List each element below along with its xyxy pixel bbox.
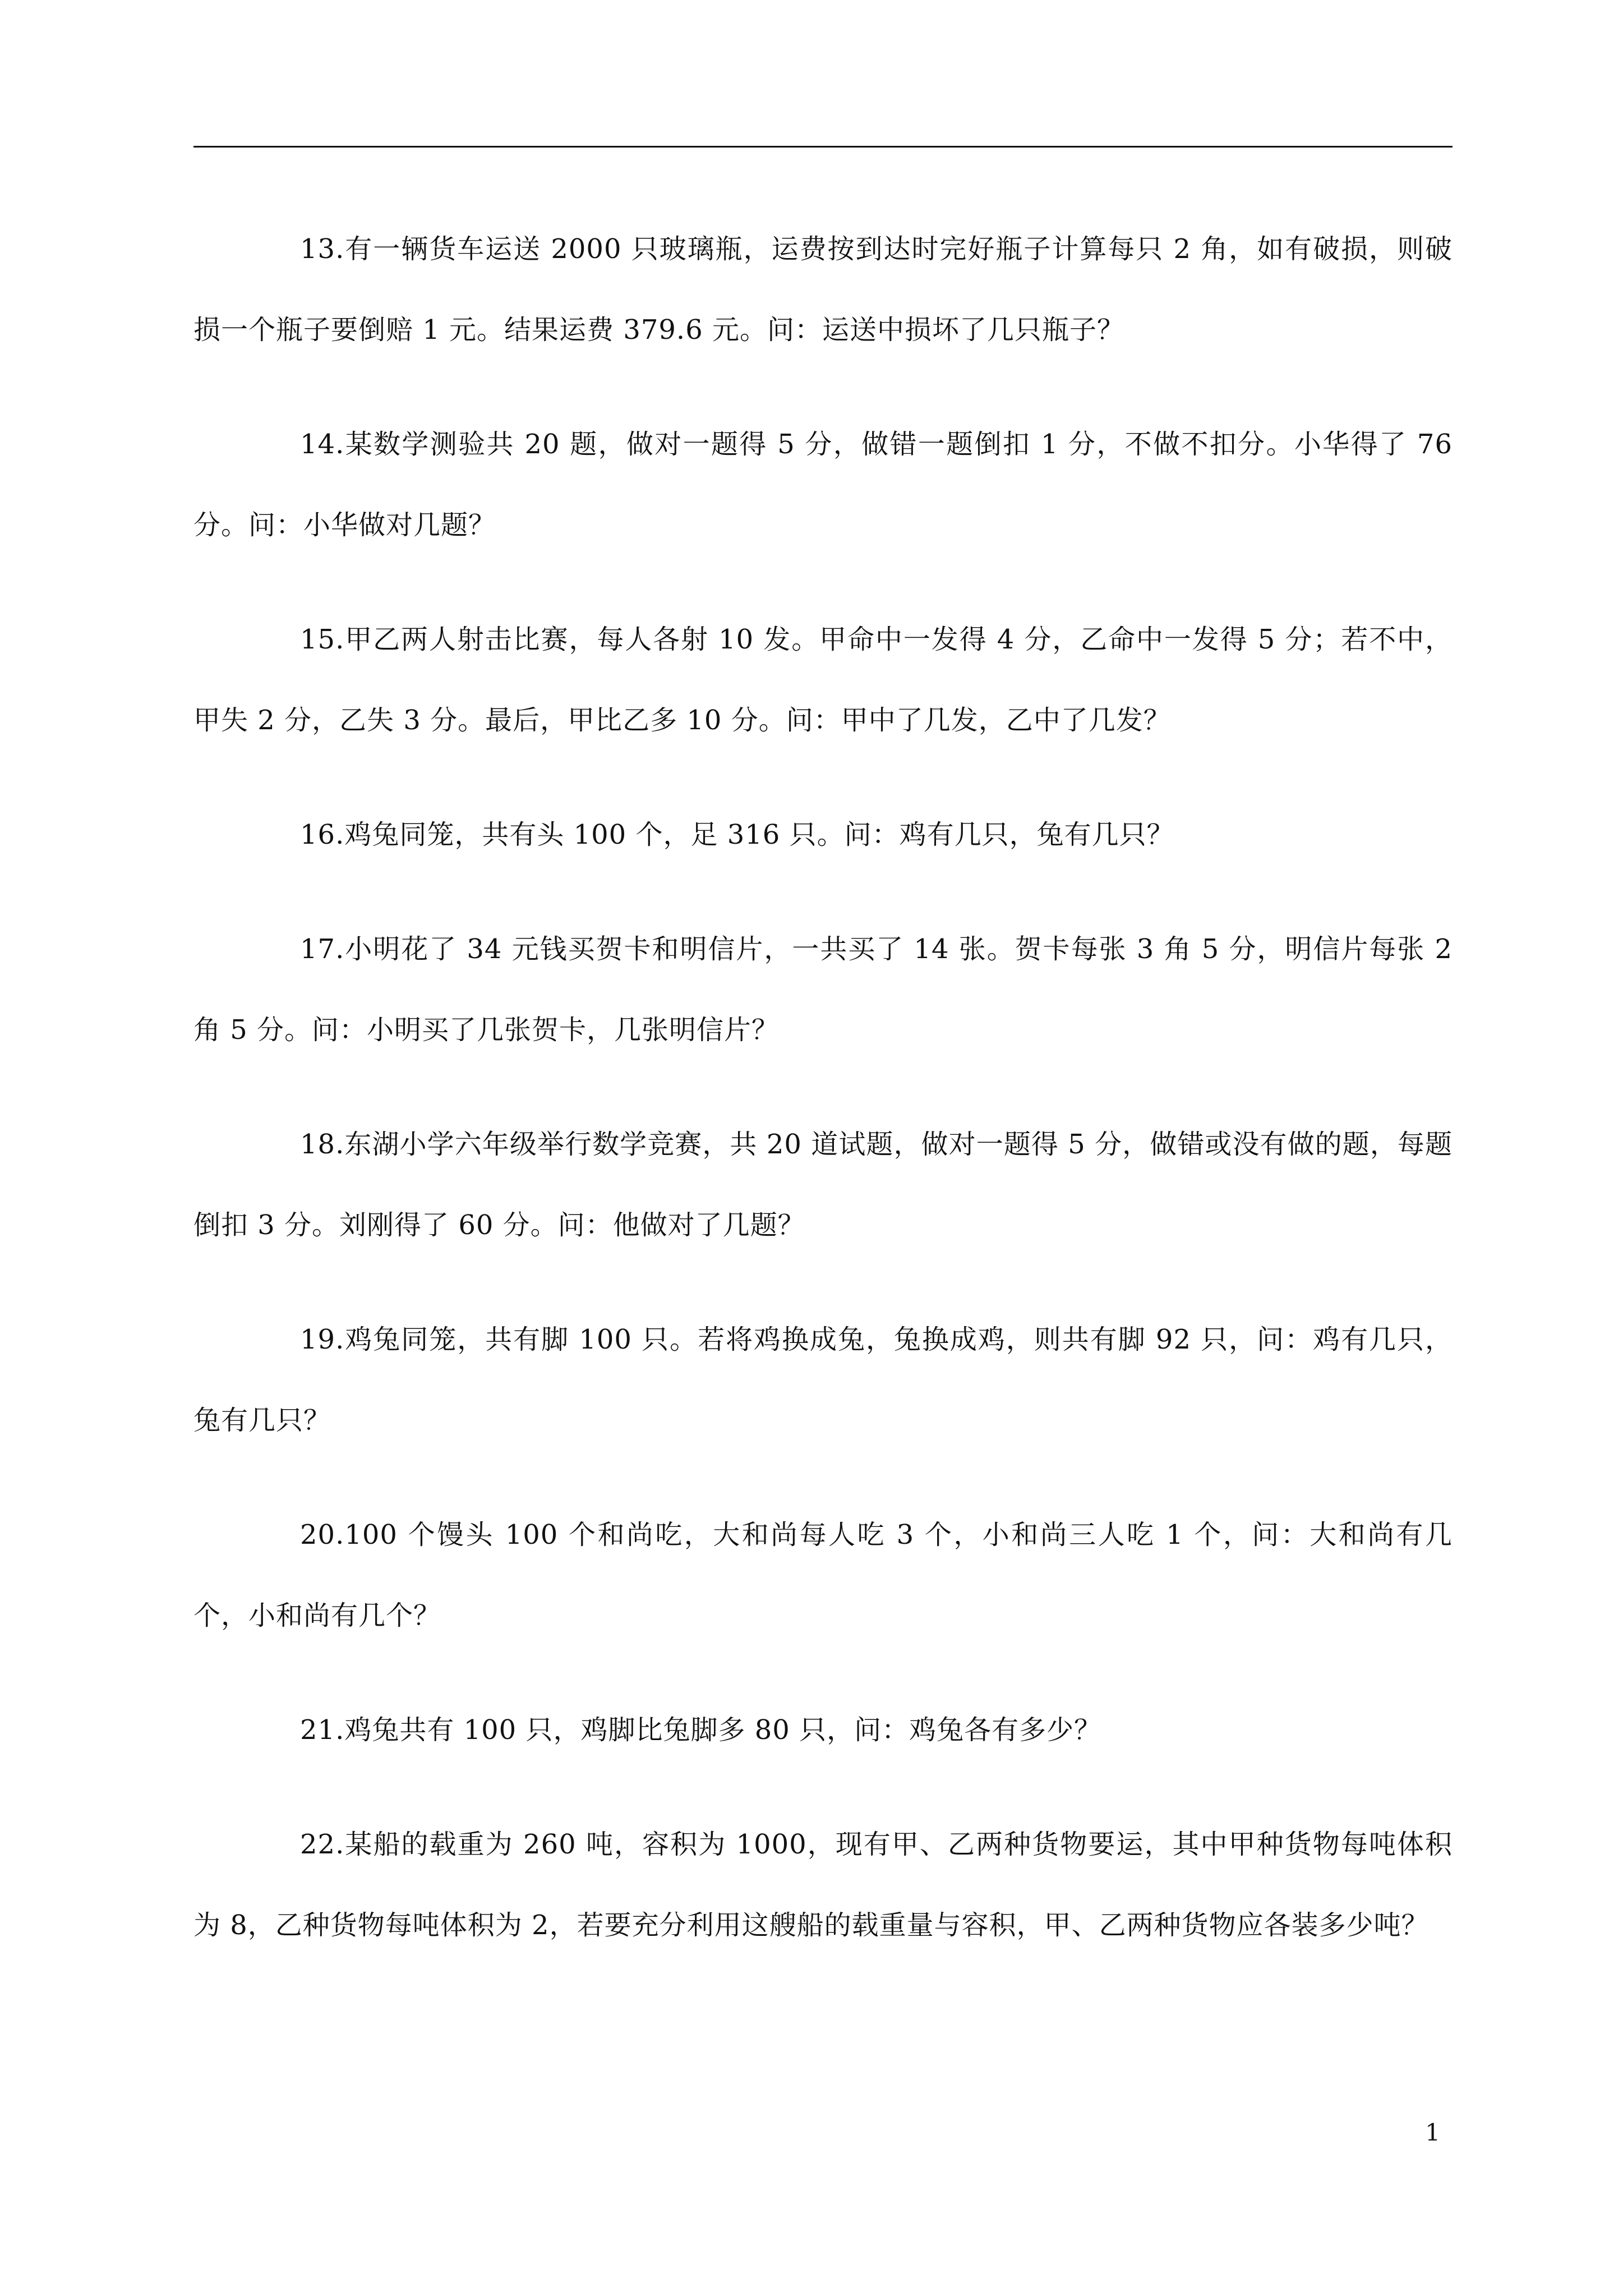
question-21: 21.鸡兔共有 100 只，鸡脚比兔脚多 80 只，问：鸡兔各有多少？ (300, 1714, 1102, 1746)
question-14: 14.某数学测验共 20 题，做对一题得 5 分，做错一题倒扣 1 分，不做不扣分。小华得了 76 分。问：小华做对几题？ (193, 429, 1453, 541)
page-number: 1 (1425, 2119, 1440, 2146)
question-20: 20.100 个馒头 100 个和尚吃，大和尚每人吃 3 个，小和尚三人吃 1 个，问：大和尚有几个，小和尚有几个？ (193, 1519, 1453, 1631)
question-17: 17.小明花了 34 元钱买贺卡和明信片，一共买了 14 张。贺卡每张 3 角 5 分，明信片每张 2 角 5 分。问：小明买了几张贺卡，几张明信片？ (193, 933, 1453, 1046)
question-15: 15.甲乙两人射击比赛，每人各射 10 发。甲命中一发得 4 分，乙命中一发得 5 分；若不中，甲失 2 分，乙失 3 分。最后，甲比乙多 10 分。问：甲中了几发，乙中了几发？ (193, 624, 1453, 736)
question-list (193, 209, 1453, 1966)
question-16: 16.鸡兔同笼，共有头 100 个，足 316 只。问：鸡有几只，兔有几只？ (300, 819, 1174, 850)
header-rule (193, 146, 1453, 148)
question-22: 22.某船的载重为 260 吨，容积为 1000，现有甲、乙两种货物要运，其中甲种货物每吨体积为 8，乙种货物每吨体积为 2，若要充分利用这艘船的载重量与容积，甲、乙两种货物应各装多少吨？ (193, 1829, 1453, 1941)
question-13: 13.有一辆货车运送 2000 只玻璃瓶，运费按到达时完好瓶子计算每只 2 角，如有破损，则破损一个瓶子要倒赔 1 元。结果运费 379.6 元。问：运送中损坏了几只瓶子？ (193, 233, 1453, 346)
question-18: 18.东湖小学六年级举行数学竞赛，共 20 道试题，做对一题得 5 分，做错或没有做的题，每题倒扣 3 分。刘刚得了 60 分。问：他做对了几题？ (193, 1129, 1453, 1241)
question-19: 19.鸡兔同笼，共有脚 100 只。若将鸡换成兔，兔换成鸡，则共有脚 92 只，问：鸡有几只，兔有几只？ (193, 1324, 1453, 1436)
